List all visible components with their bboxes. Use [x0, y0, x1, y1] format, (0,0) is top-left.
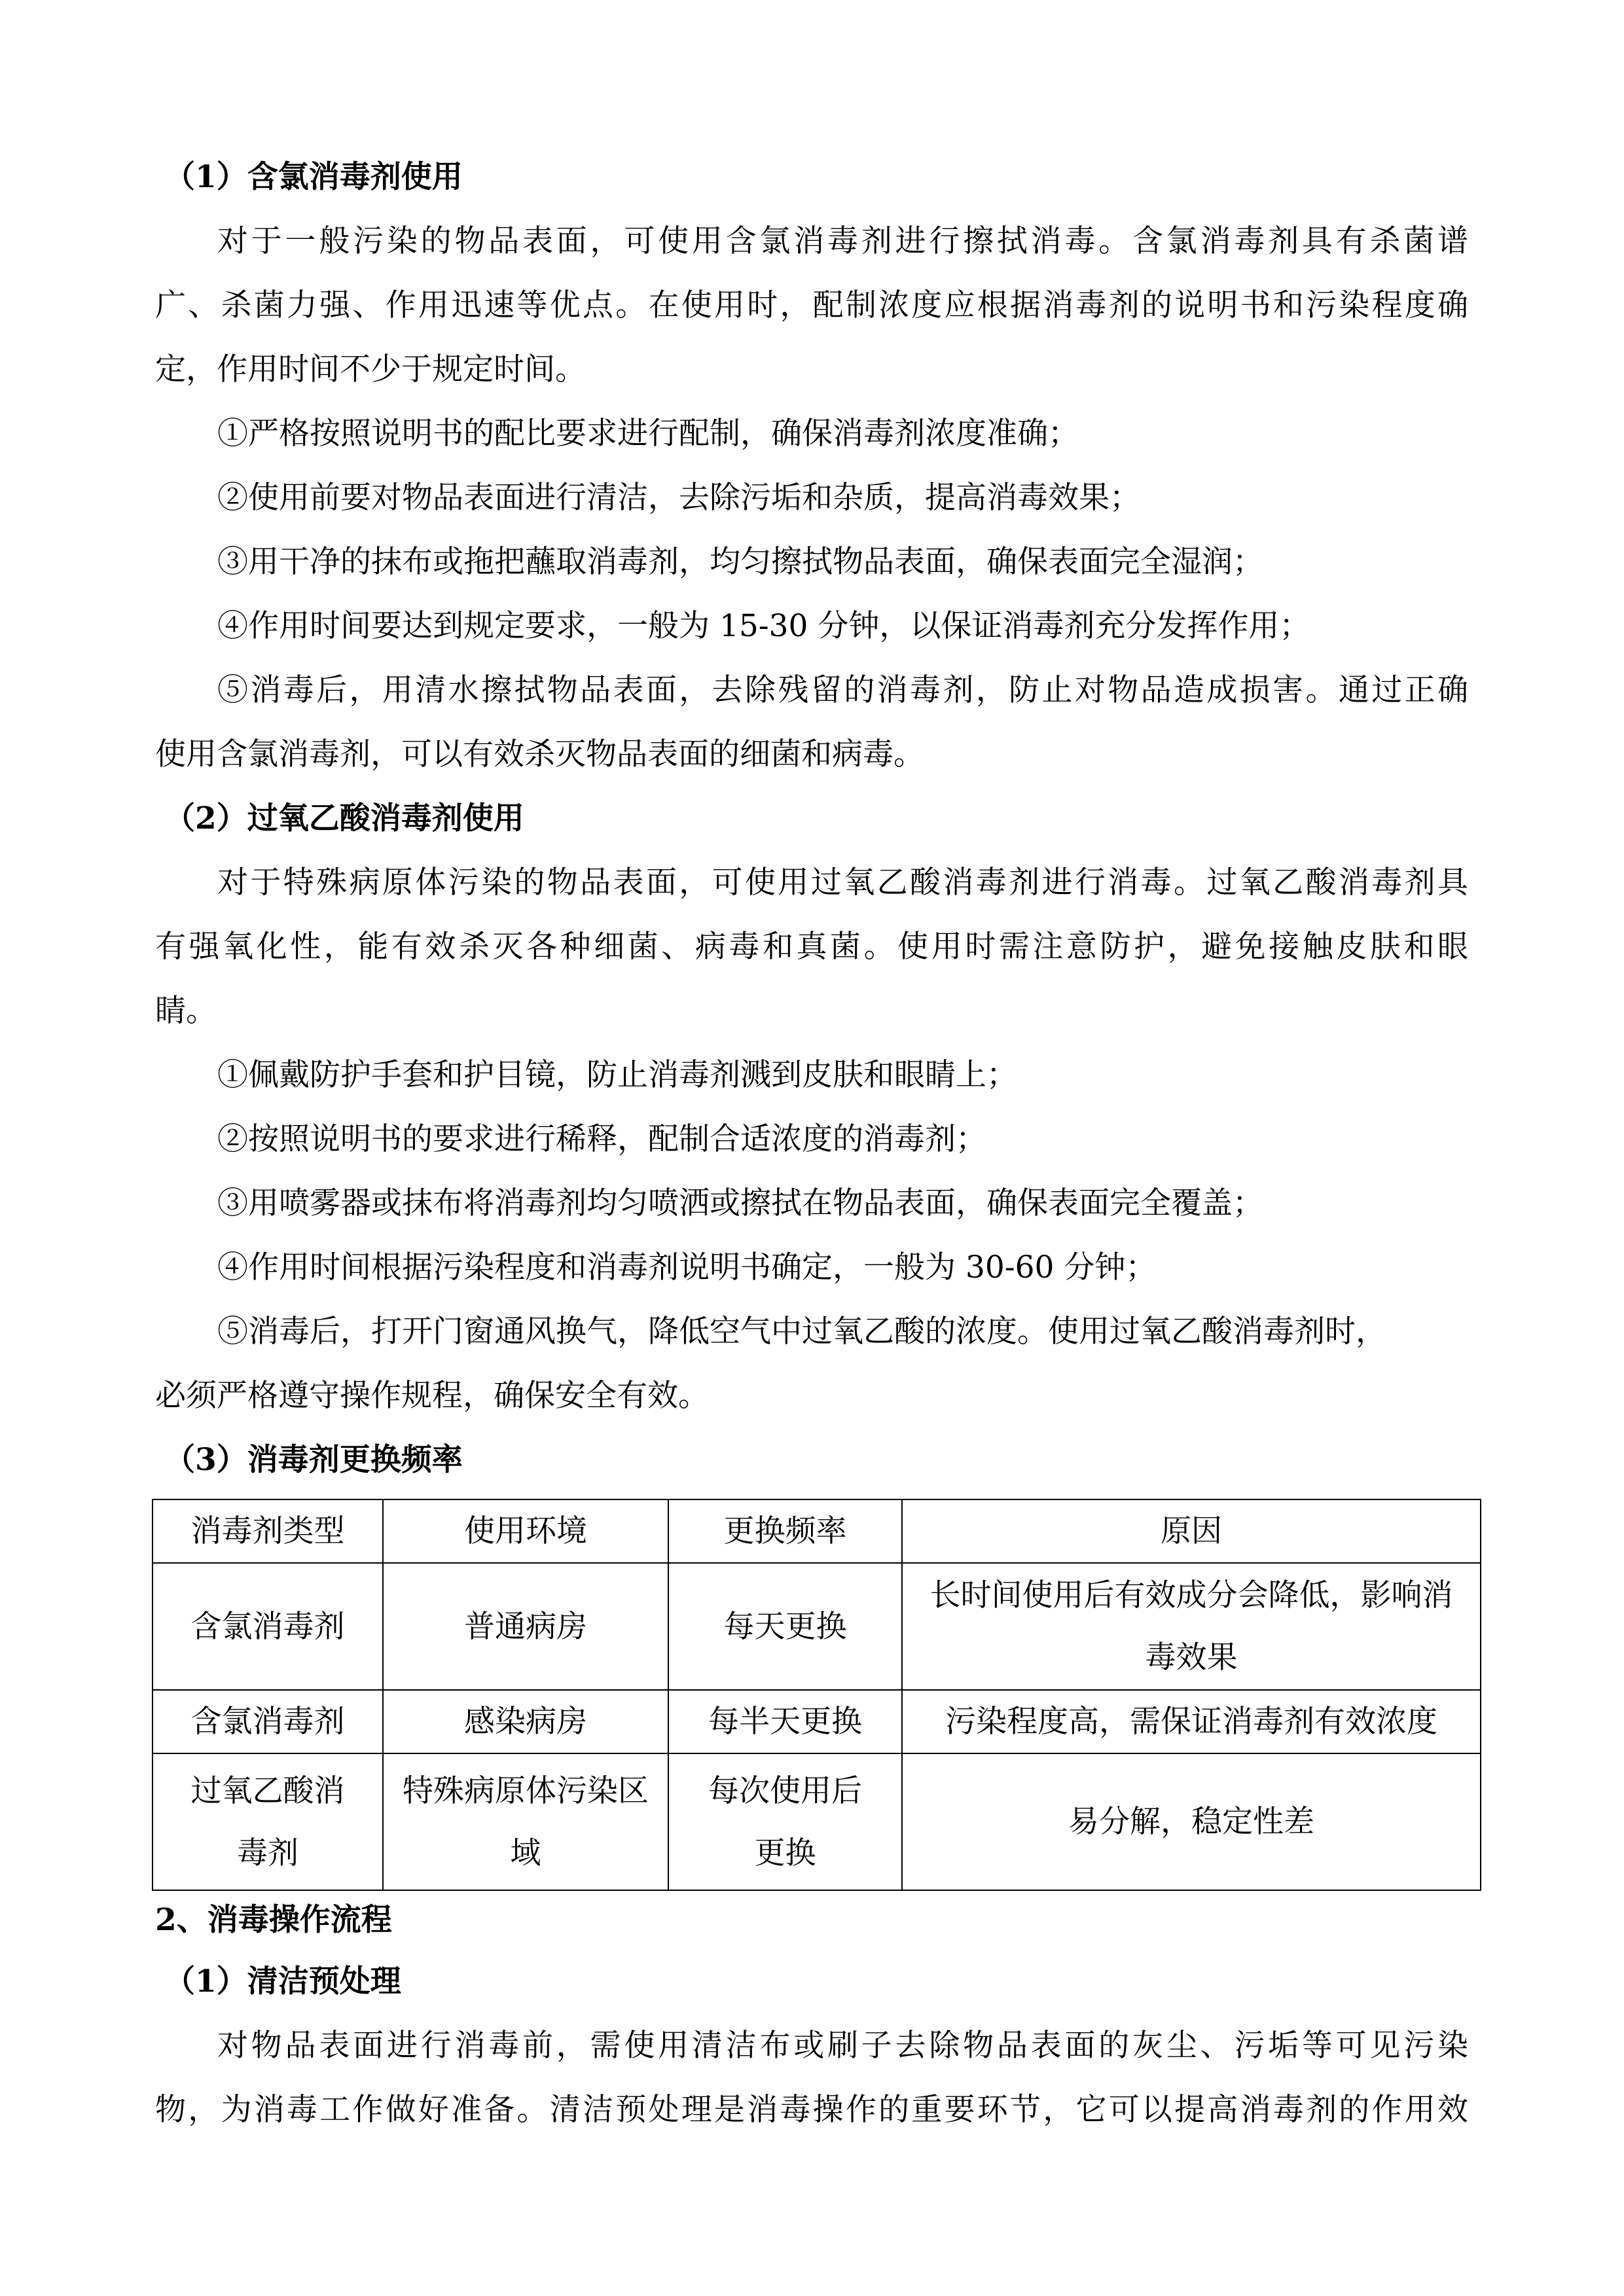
header-cell: 更换频率 [668, 1499, 902, 1563]
step-item: ③用干净的抹布或拖把蘸取消毒剂，均匀擦拭物品表面，确保表面完全湿润； [217, 544, 1263, 580]
section-heading: （1）清洁预处理 [164, 1964, 401, 2000]
table-cell: 每次使用后更换 [668, 1753, 902, 1890]
table-row [153, 1753, 1481, 1890]
paragraph-line: 对物品表面进行消毒前，需使用清洁布或刷子去除物品表面的灰尘、污垢等可见污染 [217, 2028, 1468, 2064]
step-item: ③用喷雾器或抹布将消毒剂均匀喷洒或擦拭在物品表面，确保表面完全覆盖； [217, 1185, 1263, 1221]
table-cell: 污染程度高，需保证消毒剂有效浓度 [902, 1690, 1481, 1753]
paragraph-line: 物，为消毒工作做好准备。清洁预处理是消毒操作的重要环节，它可以提高消毒剂的作用效 [155, 2092, 1468, 2128]
table-row [153, 1690, 1481, 1753]
table-cell: 含氯消毒剂 [153, 1563, 383, 1690]
header-cell: 原因 [902, 1499, 1481, 1563]
table-cell: 每半天更换 [668, 1690, 902, 1753]
paragraph-line: 睛。 [155, 993, 217, 1029]
step-item: ④作用时间根据污染程度和消毒剂说明书确定，一般为 30-60 分钟； [217, 1249, 1157, 1285]
section-heading: （3）消毒剂更换频率 [164, 1442, 463, 1478]
paragraph-line: 必须严格遵守操作规程，确保安全有效。 [155, 1378, 709, 1414]
header-cell: 消毒剂类型 [153, 1499, 383, 1563]
table-cell: 长时间使用后有效成分会降低，影响消毒效果 [902, 1563, 1481, 1690]
document-page [155, 145, 1468, 2142]
table-cell: 含氯消毒剂 [153, 1690, 383, 1753]
paragraph-line: 使用含氯消毒剂，可以有效杀灭物品表面的细菌和病毒。 [155, 736, 924, 772]
step-item: ⑤消毒后，用清水擦拭物品表面，去除残留的消毒剂，防止对物品造成损害。通过正确 [217, 672, 1468, 708]
chapter-heading: 2、消毒操作流程 [155, 1902, 392, 1938]
table-cell: 普通病房 [383, 1563, 668, 1690]
step-item: ②使用前要对物品表面进行清洁，去除污垢和杂质，提高消毒效果； [217, 480, 1140, 516]
table-row [153, 1563, 1481, 1690]
step-item: ⑤消毒后，打开门窗通风换气，降低空气中过氧乙酸的浓度。使用过氧乙酸消毒剂时， [217, 1314, 1386, 1350]
replacement-frequency-table [152, 1499, 1481, 1891]
step-item: ④作用时间要达到规定要求，一般为 15-30 分钟，以保证消毒剂充分发挥作用； [217, 608, 1310, 644]
header-cell: 使用环境 [383, 1499, 668, 1563]
paragraph-line: 对于特殊病原体污染的物品表面，可使用过氧乙酸消毒剂进行消毒。过氧乙酸消毒剂具 [217, 865, 1468, 901]
paragraph-line: 定，作用时间不少于规定时间。 [155, 351, 586, 387]
paragraph-line: 对于一般污染的物品表面，可使用含氯消毒剂进行擦拭消毒。含氯消毒剂具有杀菌谱 [217, 223, 1468, 259]
step-item: ②按照说明书的要求进行稀释，配制合适浓度的消毒剂； [217, 1121, 986, 1157]
step-item: ①佩戴防护手套和护目镜，防止消毒剂溅到皮肤和眼睛上； [217, 1057, 1017, 1093]
section-heading: （2）过氧乙酸消毒剂使用 [164, 800, 524, 836]
step-item: ①严格按照说明书的配比要求进行配制，确保消毒剂浓度准确； [217, 416, 1079, 452]
table-cell: 特殊病原体污染区域 [383, 1753, 668, 1890]
table-cell: 过氧乙酸消毒剂 [153, 1753, 383, 1890]
table-cell: 每天更换 [668, 1563, 902, 1690]
table-header-row [153, 1499, 1481, 1563]
table-cell: 易分解，稳定性差 [902, 1753, 1481, 1890]
section-heading: （1）含氯消毒剂使用 [164, 159, 463, 195]
table-cell: 感染病房 [383, 1690, 668, 1753]
paragraph-line: 广、杀菌力强、作用迅速等优点。在使用时，配制浓度应根据消毒剂的说明书和污染程度确 [155, 287, 1468, 323]
paragraph-line: 有强氧化性，能有效杀灭各种细菌、病毒和真菌。使用时需注意防护，避免接触皮肤和眼 [155, 929, 1468, 965]
